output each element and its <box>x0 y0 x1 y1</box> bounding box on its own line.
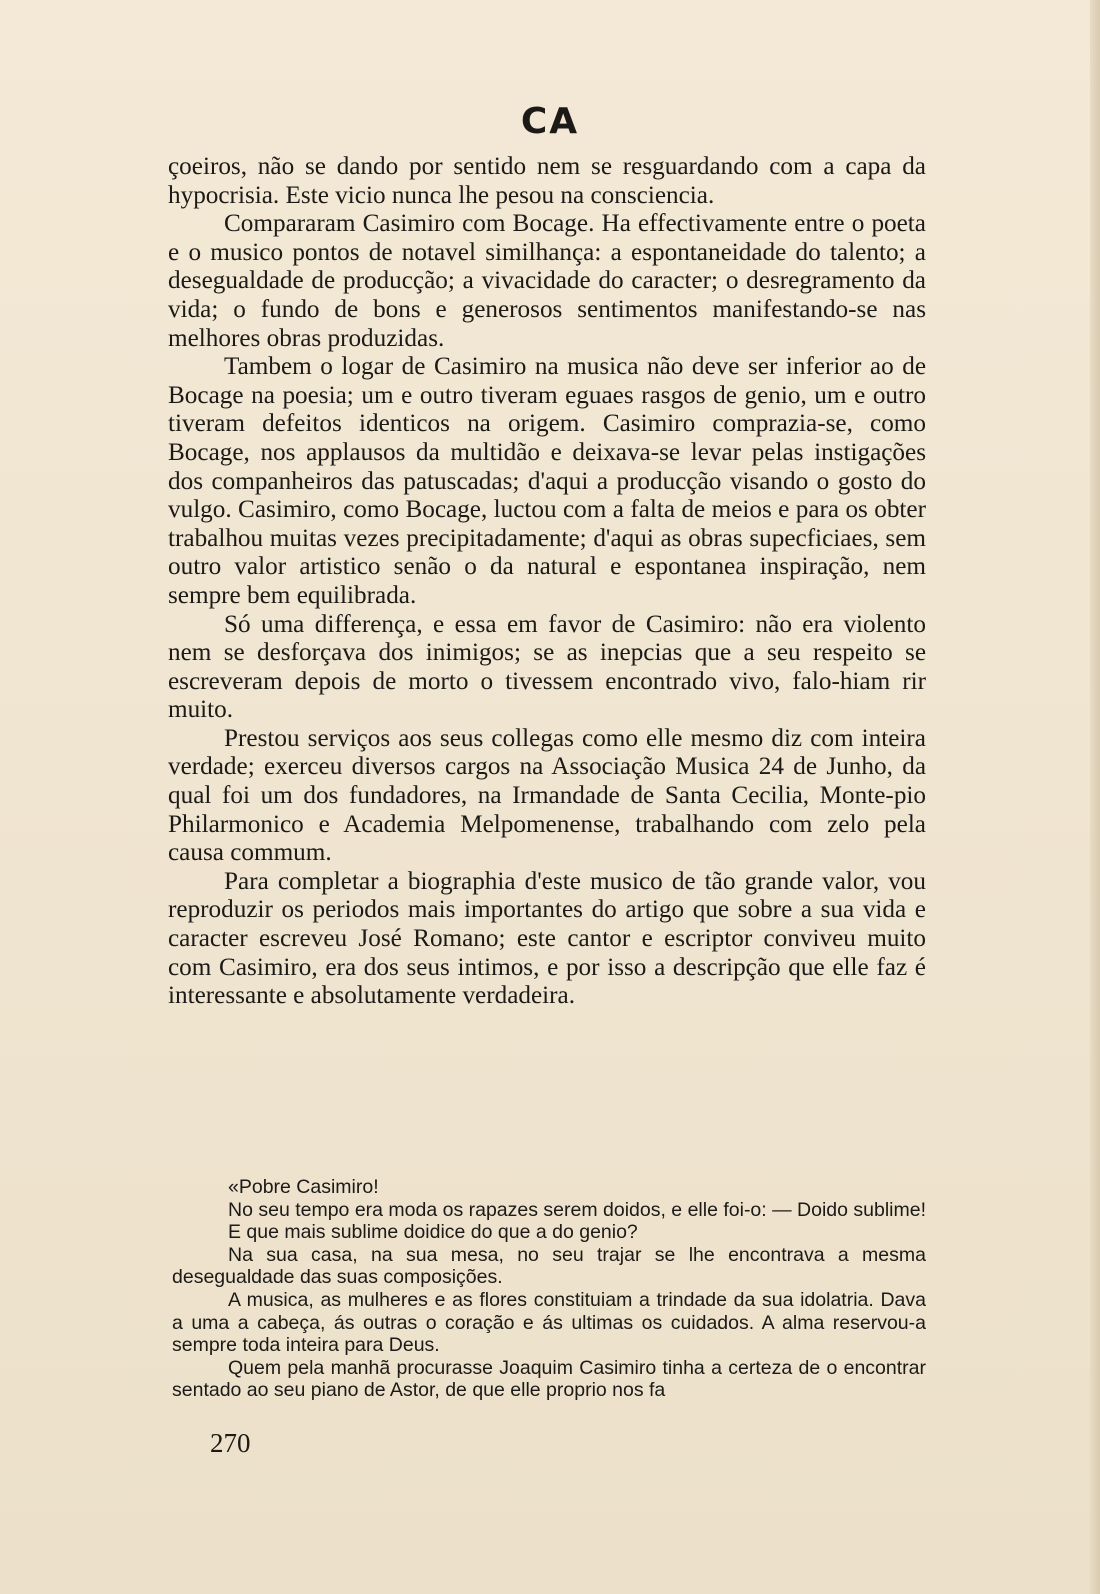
quote-paragraph: Na sua casa, na sua mesa, no seu trajar se lhe encontrava a mesma desegualdade das suas composições. <box>172 1243 926 1289</box>
running-head: CA <box>520 101 580 142</box>
paragraph: Tambem o logar de Casimiro na musica não deve ser inferior ao de Bocage na poesia; um e outro tiveram eguaes rasgos de genio, um e outro tiveram defeitos identicos na origem. Casimiro comprazia-se, como Bocage, nos applausos da multidão e deixava-se levar pelas instigações dos companheiros das patuscadas; d'aqui a producção visando o gosto do vulgo. Casimiro, como Bocage, luctou com a falta de meios e para os obter trabalhou muitas vezes precipitadamente; d'aqui as obras supecficiaes, sem outro valor artistico senão o da natural e espontanea inspiração, nem sempre bem equilibrada. <box>168 353 926 609</box>
paragraph: Para completar a biographia d'este musico de tão grande valor, vou reproduzir os periodos mais importantes do artigo que sobre a sua vida e caracter escreveu José Romano; este cantor e escriptor conviveu muito com Casimiro, era dos seus intimos, e por isso a descripção que elle faz é interessante e absolutamente verdadeira. <box>168 867 926 1010</box>
paragraph: Compararam Casimiro com Bocage. Ha effectivamente entre o poeta e o musico pontos de notavel similhança: a espontaneidade do talento; a desegualdade de producção; a vivacidade do caracter; o desregramento da vida; o fundo de bons e generosos sentimentos manifestando-se nas melhores obras produzidas. <box>168 210 926 352</box>
main-text <box>168 153 926 1011</box>
page-edge <box>1090 0 1100 1594</box>
quote-paragraph: Quem pela manhã procurasse Joaquim Casimiro tinha a certeza de o encontrar sentado ao seu piano de Astor, de que elle proprio nos fa <box>172 1356 926 1402</box>
quote-paragraph: A musica, as mulheres e as flores constituiam a trindade da sua idolatria. Dava a uma a cabeça, ás outras o coração e ás ultimas os cuidados. A alma reservou-a sempre toda inteira para Deus. <box>172 1288 926 1357</box>
paragraph: Prestou serviços aos seus collegas como elle mesmo diz com inteira verdade; exerceu diversos cargos na Associação Musica 24 de Junho, da qual foi um dos fundadores, na Irmandade de Santa Cecilia, Monte-pio Philarmonico e Academia Melpomenense, trabalhando com zelo pela causa commum. <box>168 724 926 867</box>
quote-paragraph: «Pobre Casimiro! <box>228 1176 379 1198</box>
page-number: 270 <box>210 1428 251 1458</box>
quoted-article <box>172 1176 926 1402</box>
paragraph: Só uma differença, e essa em favor de Casimiro: não era violento nem se desforçava dos inimigos; se as inepcias que a seu respeito se escreveram depois de morto o tivessem encontrado vivo, falo-hiam rir muito. <box>168 610 926 724</box>
quote-paragraph: E que mais sublime doidice do que a do genio? <box>228 1221 638 1244</box>
quote-paragraph: No seu tempo era moda os rapazes serem doidos, e elle foi-o: — Doido sublime! <box>228 1198 927 1221</box>
paragraph: çoeiros, não se dando por sentido nem se resguardando com a capa da hypocrisia. Este vicio nunca lhe pesou na consciencia. <box>168 153 926 209</box>
